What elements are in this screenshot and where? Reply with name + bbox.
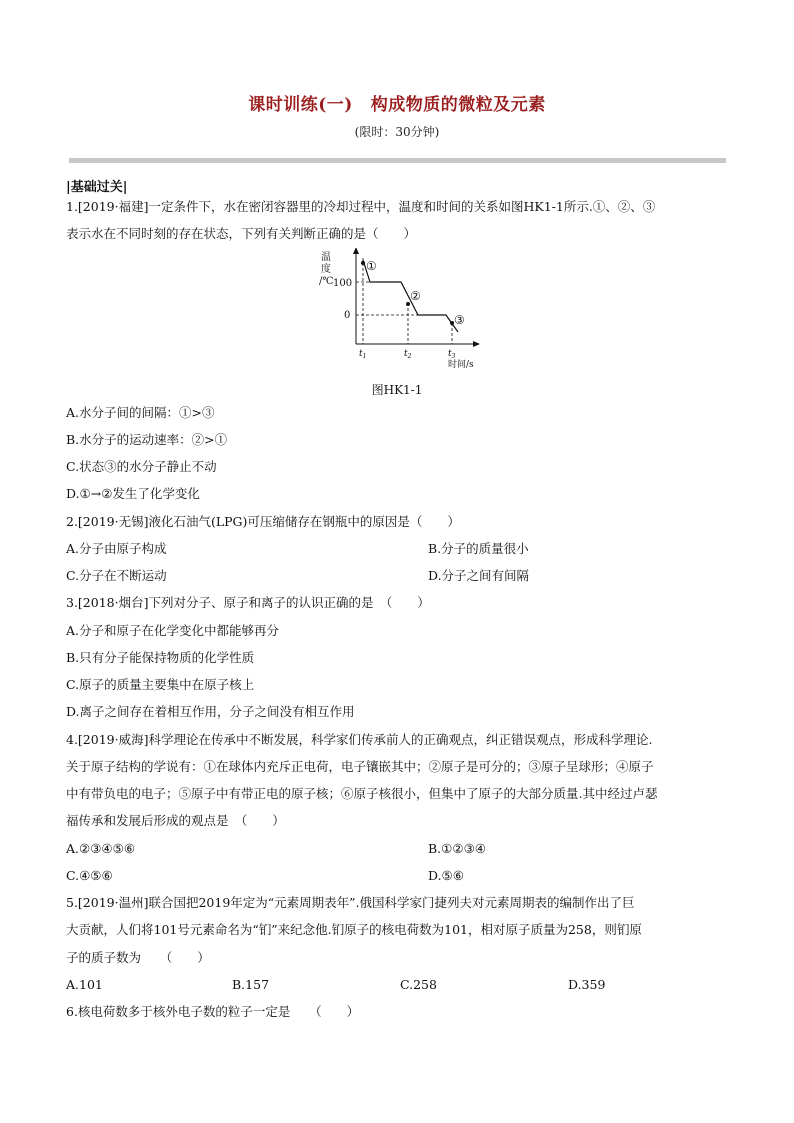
graph-y-tick-0: 0 — [344, 310, 351, 321]
q2-option-b: B.分子的质量很小 — [428, 541, 529, 556]
q3-stem: 3.[2018·烟台]下列对分子、原子和离子的认识正确的是 （ ） — [66, 595, 430, 610]
graph-ylabel-3: /℃ — [319, 276, 334, 287]
q3-option-c: C.原子的质量主要集中在原子核上 — [66, 677, 255, 692]
q2-option-d: D.分子之间有间隔 — [428, 568, 530, 583]
graph-x-arrow — [473, 341, 480, 347]
graph-marker-2: ② — [410, 289, 421, 303]
graph-ylabel-1: 温 — [321, 252, 331, 263]
q3-option-d: D.离子之间存在着相互作用，分子之间没有相互作用 — [66, 704, 355, 719]
figure-caption: 图HK1-1 — [371, 383, 423, 397]
graph-xlabel: 时间/s — [448, 360, 474, 370]
q3-option-b: B.只有分子能保持物质的化学性质 — [66, 650, 255, 665]
graph-point-1 — [361, 261, 365, 265]
q4-option-d: D.⑤⑥ — [428, 868, 464, 883]
q1-option-a: A.水分子间的间隔：①>③ — [66, 405, 215, 420]
q4-option-c: C.④⑤⑥ — [66, 868, 113, 883]
section-heading: |基础过关| — [66, 180, 128, 195]
graph-y-arrow — [353, 248, 359, 254]
graph-x-tick-t2 — [404, 349, 412, 360]
q2-option-a: A.分子由原子构成 — [66, 541, 167, 556]
time-limit: (限时：30分钟) — [354, 125, 440, 139]
q5-option-b: B.157 — [232, 977, 270, 992]
q1-option-b: B.水分子的运动速率：②>① — [66, 432, 228, 447]
graph-t3-sub: 3 — [451, 353, 456, 360]
q2-stem: 2.[2019·无锡]液化石油气(LPG)可压缩储存在钢瓶中的原因是（ ） — [66, 514, 460, 529]
q5-option-c: C.258 — [400, 977, 437, 992]
q1-option-d: D.①→②发生了化学变化 — [66, 486, 200, 501]
graph-t1-letter: t — [359, 349, 363, 359]
graph-x-tick-t1 — [359, 349, 366, 360]
q5-option-d: D.359 — [568, 977, 606, 992]
q5-option-a: A.101 — [66, 977, 103, 992]
page-title — [0, 90, 794, 115]
q4-stem-line2: 关于原子结构的学说有：①在球体内充斥正电荷，电子镶嵌其中；②原子是可分的；③原子呈球形；④原子 — [66, 759, 654, 774]
q3-option-a: A.分子和原子在化学变化中都能够再分 — [66, 623, 280, 638]
q4-option-a: A.②③④⑤⑥ — [66, 841, 136, 856]
q4-option-b: B.①②③④ — [428, 841, 486, 856]
graph-t2-sub: 2 — [407, 353, 412, 360]
q4-stem-line1: 4.[2019·威海]科学理论在传承中不断发展，科学家们传承前人的正确观点，纠正错误观点，形成科学理论. — [66, 732, 653, 747]
graph-marker-3: ③ — [454, 313, 465, 327]
graph-t2-letter: t — [404, 349, 408, 359]
graph-t3-letter: t — [448, 349, 452, 359]
q5-stem-line2: 大贡献，人们将101号元素命名为“钔”来纪念他.钔原子的核电荷数为101，相对原子质量为258，则钔原 — [66, 922, 642, 937]
temperature-time-graph — [308, 248, 488, 370]
q5-stem-line3: 子的质子数为 （ ） — [66, 950, 210, 965]
q4-stem-line4: 福传承和发展后形成的观点是 （ ） — [66, 813, 285, 828]
q5-stem-line1: 5.[2019·温州]联合国把2019年定为“元素周期表年”.俄国科学家门捷列夫对元素周期表的编制作出了巨 — [66, 895, 635, 910]
graph-y-tick-100: 100 — [333, 278, 353, 289]
q1-option-c: C.状态③的水分子静止不动 — [66, 459, 217, 474]
header-divider — [69, 158, 726, 163]
title-topic: 构成物质的微粒及元素 — [370, 95, 546, 115]
q2-option-c: C.分子在不断运动 — [66, 568, 167, 583]
q1-stem-line1: 1.[2019·福建]一定条件下，水在密闭容器里的冷却过程中，温度和时间的关系如图HK1-1所示.①、②、③ — [66, 199, 656, 214]
graph-x-tick-t3 — [448, 349, 456, 360]
q4-stem-line3: 中有带负电的电子；⑤原子中有带正电的原子核；⑥原子核很小，但集中了原子的大部分质量.其中经过卢瑟 — [66, 786, 658, 801]
graph-marker-1: ① — [366, 259, 377, 273]
title-lesson: 课时训练(一) — [248, 95, 353, 115]
graph-t1-sub: 1 — [362, 353, 367, 360]
q6-stem: 6.核电荷数多于核外电子数的粒子一定是 （ ） — [66, 1004, 360, 1019]
q1-stem-line2: 表示水在不同时刻的存在状态，下列有关判断正确的是（ ） — [66, 226, 417, 241]
graph-ylabel-2: 度 — [321, 264, 331, 275]
